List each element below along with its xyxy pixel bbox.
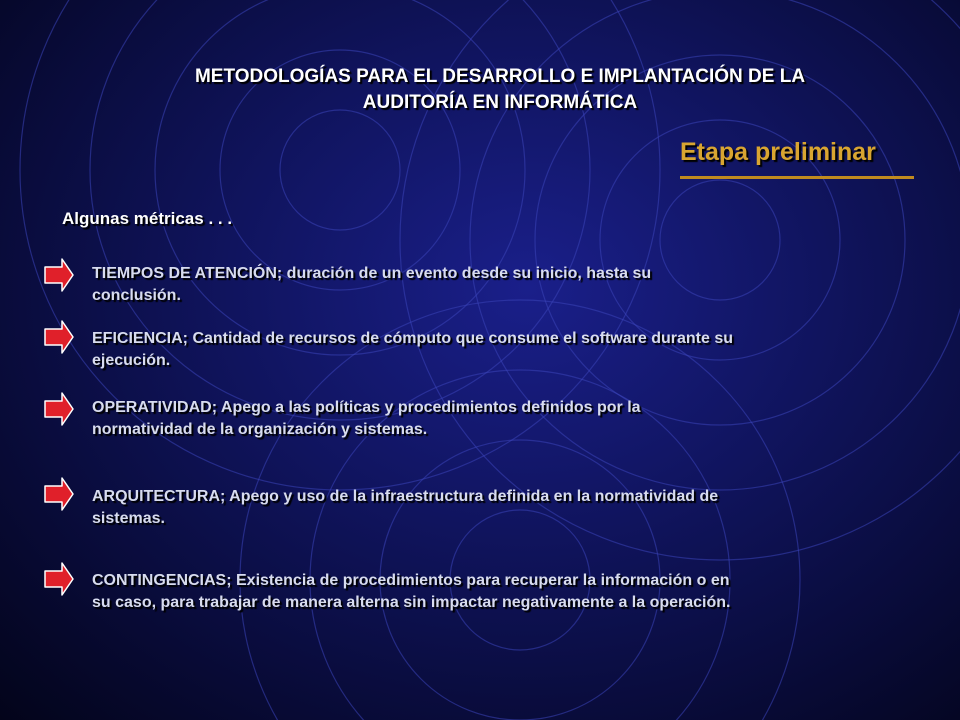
metric-line-1: EFICIENCIA; Cantidad de recursos de cómputo que consume el software durante su <box>92 330 733 347</box>
metric-text <box>92 570 730 614</box>
red-arrow-icon <box>44 392 74 426</box>
subtitle-underline <box>680 176 914 179</box>
metric-line-2: normatividad de la organización y sistemas. <box>92 421 428 438</box>
metric-text <box>92 328 733 372</box>
metric-line-1: ARQUITECTURA; Apego y uso de la infraestructura definida en la normatividad de <box>92 488 719 505</box>
red-arrow-icon <box>44 562 74 596</box>
intro-text: Algunas métricas . . . <box>62 209 233 228</box>
metric-text <box>92 263 651 307</box>
red-arrow-icon <box>44 320 74 354</box>
metric-text <box>92 486 718 530</box>
metric-line-2: sistemas. <box>92 510 165 527</box>
metric-line-1: CONTINGENCIAS; Existencia de procedimientos para recuperar la información o en <box>92 572 730 589</box>
metric-line-1: OPERATIVIDAD; Apego a las políticas y procedimientos definidos por la <box>92 399 641 416</box>
metric-line-2: su caso, para trabajar de manera alterna sin impactar negativamente a la operación. <box>92 594 731 611</box>
slide-title <box>100 64 900 116</box>
metric-text <box>92 397 641 441</box>
metric-line-2: conclusión. <box>92 287 181 304</box>
red-arrow-icon <box>44 477 74 511</box>
red-arrow-icon <box>44 258 74 292</box>
metric-line-2: ejecución. <box>92 352 171 369</box>
metric-line-1: TIEMPOS DE ATENCIÓN; duración de un evento desde su inicio, hasta su <box>92 265 652 282</box>
title-line-2: AUDITORÍA EN INFORMÁTICA <box>362 92 638 113</box>
title-line-1: METODOLOGÍAS PARA EL DESARROLLO E IMPLANTACIÓN DE LA <box>194 66 806 87</box>
section-subtitle: Etapa preliminar <box>680 138 876 166</box>
